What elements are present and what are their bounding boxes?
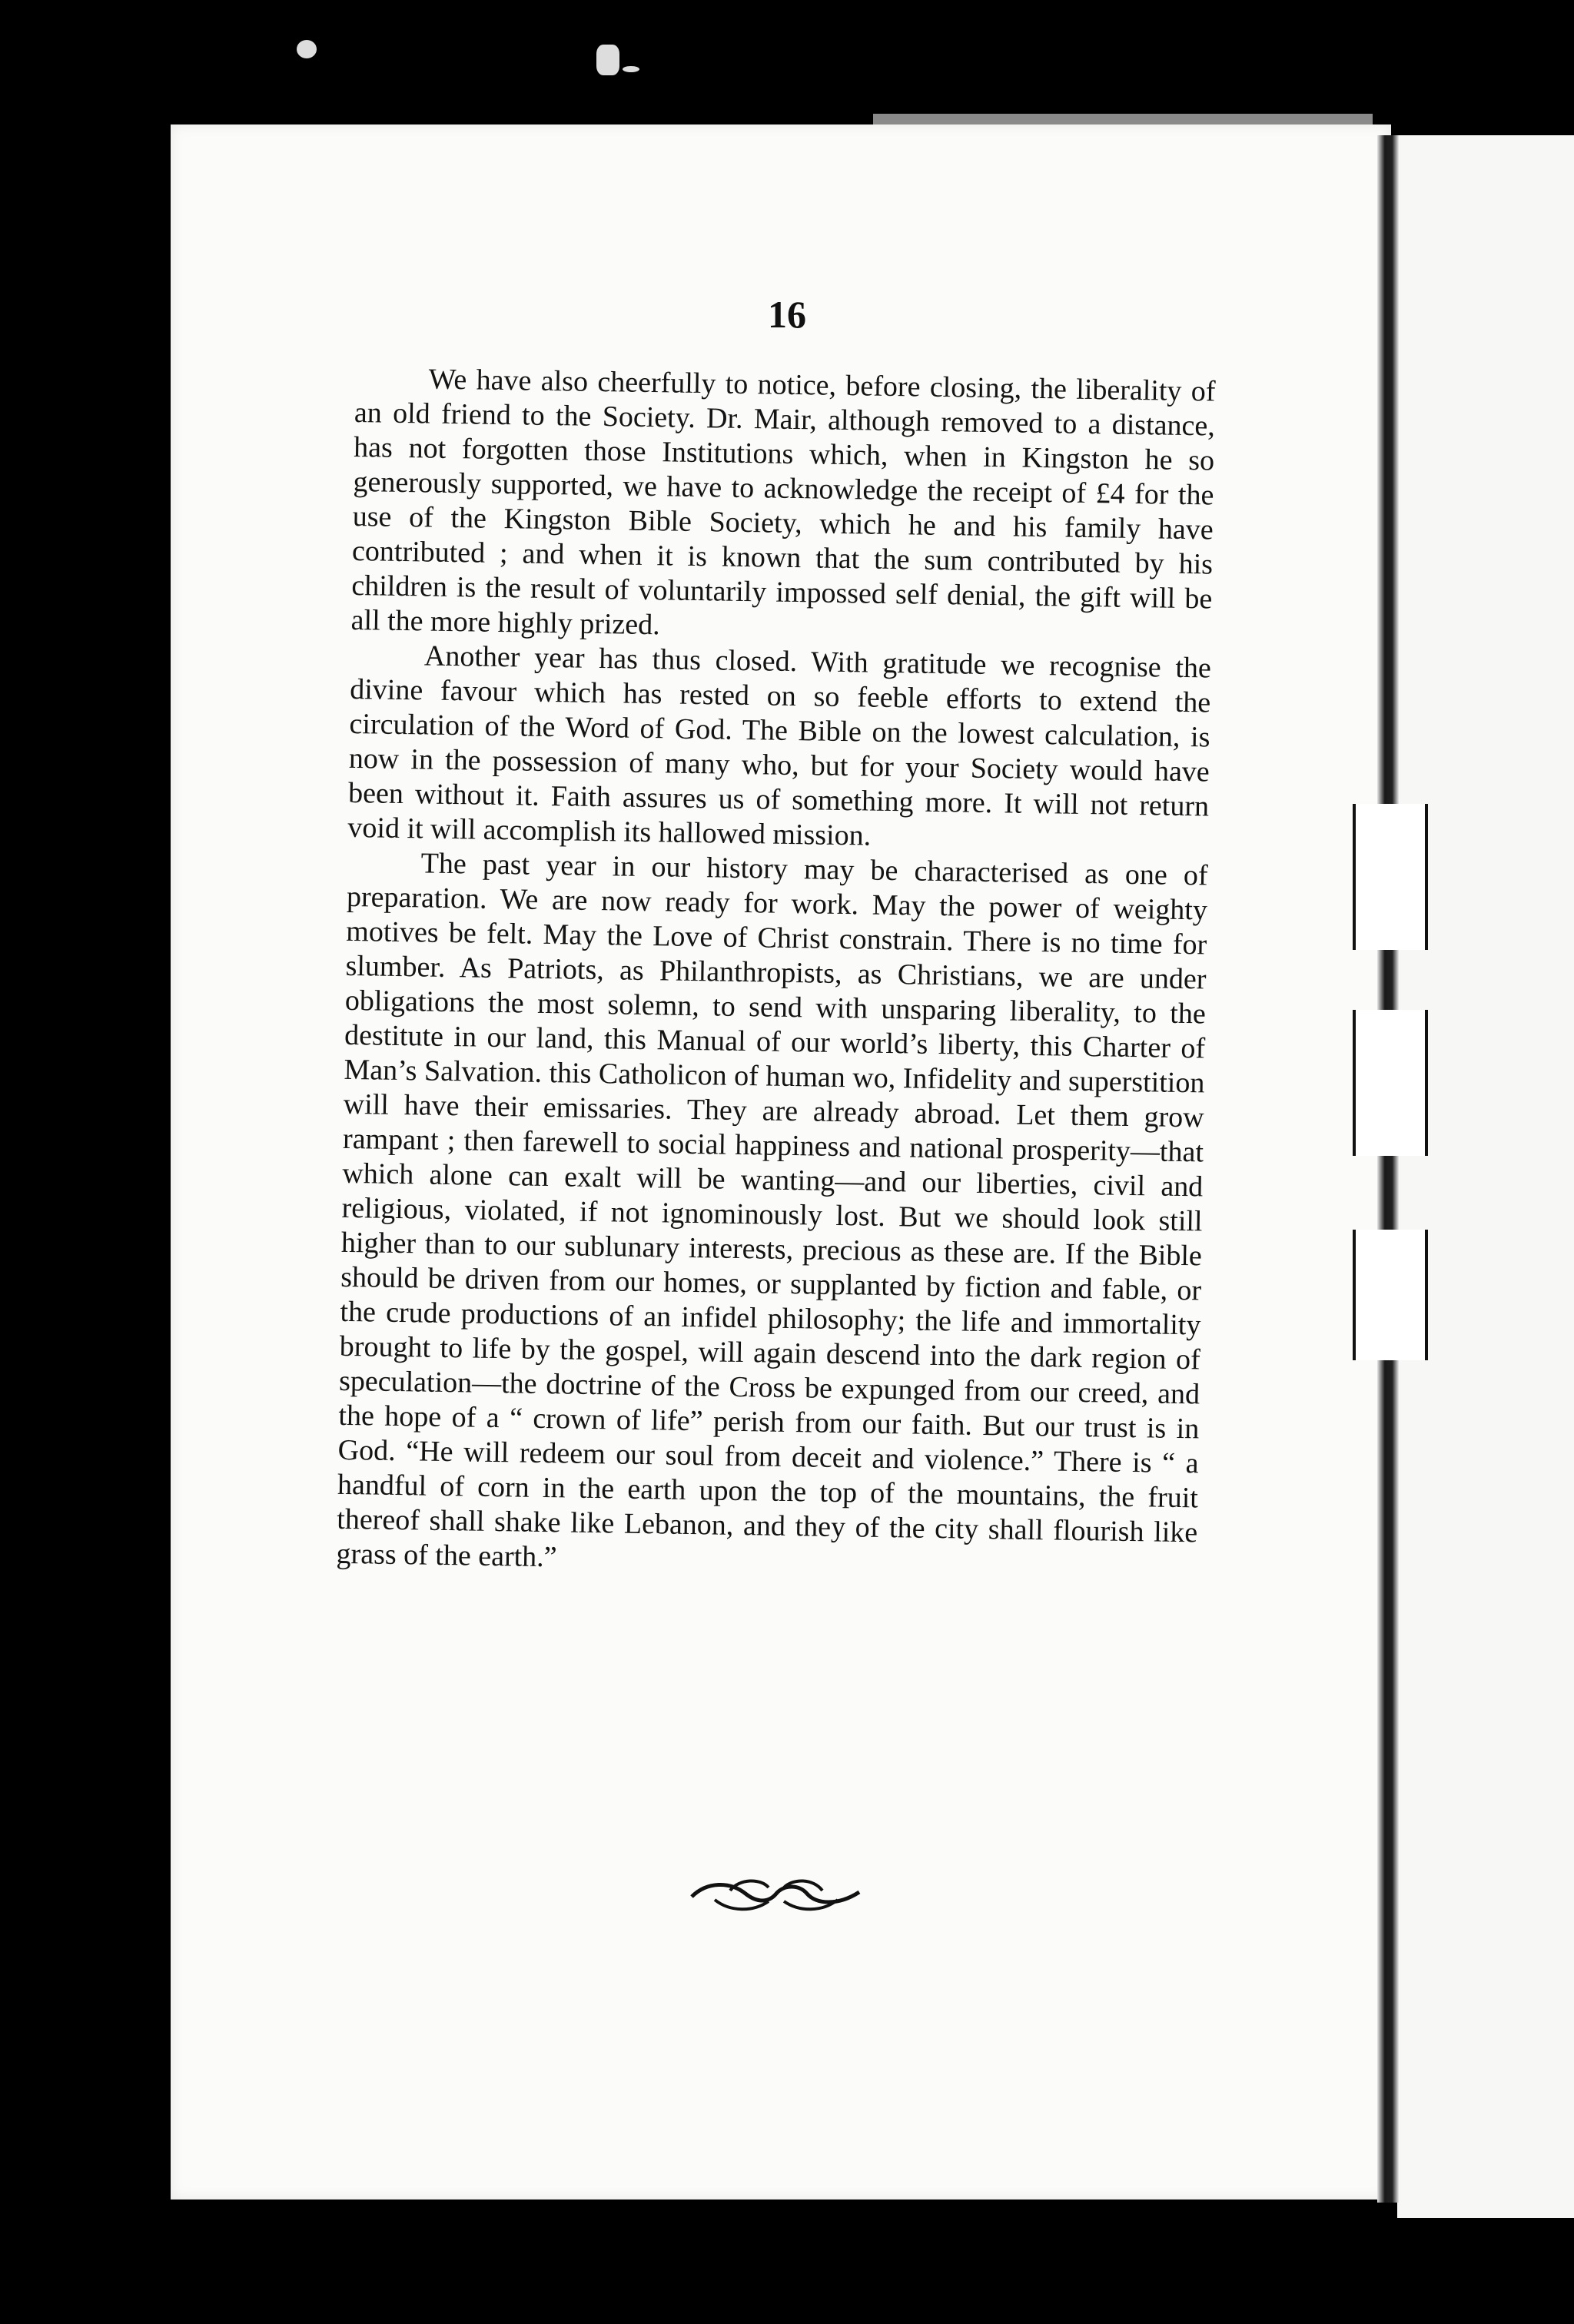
scan-speck [297,40,317,58]
scan-speck [596,45,619,75]
scan-speck [623,66,639,72]
flourish-ornament [684,1868,868,1921]
adjacent-page [1397,135,1574,2218]
paragraph: We have also cheerfully to notice, before closing, the liberality of an old friend to the Society. Dr. Mair, although removed to a distance, has not forgotten those Institutions which, when in Kingston he so generously supported, we have to acknowledge the receipt of £4 for the use of the Kingston Bible Society, which he and his family have contributed ; and when it is known that the sum contributed by his children is the result of voluntarily impossed self denial, the gift will be all the more highly prized. [350,363,1216,642]
binding-tear [1353,1010,1428,1156]
body-text [336,361,1216,1585]
paragraph: The past year in our history may be characterised as one of preparation. We are now ready for work. May the power of weighty motives be felt. May the Love of Christ constrain. There is no time for slumber. As Patriots, as Philanthropists, as Christians, we are under obligations the most solemn, to send with unsparing liberality, to the destitute in our land, this Manual of our world’s liberty, this Charter of Man’s Salvation. this Catholicon of human wo, Infidelity and superstition will have their emissaries. They are already abroad. Let them grow rampant ; then farewell to social happiness and national prosperity—that which alone can exalt will be wanting—and our liberties, civil and religious, violated, if not ignominously lost. But we should look still higher than to our sublunary interests, precious as these are. If the Bible should be driven from our homes, or supplanted by fiction and fable, or the crude productions of an infidel philosophy; the life and immortality brought to life by the gospel, will again descend into the dark region of speculation—the doctrine of the Cross be expunged from our creed, and the hope of a “ crown of life” perish from our faith. But our trust is in God. “He will redeem our soul from deceit and violence.” There is “ a handful of corn in the earth upon the top of the mountains, the fruit thereof shall shake like Lebanon, and they of the city shall flourish like grass of the earth.” [336,847,1208,1574]
page-number: 16 [768,293,806,336]
binding-tear [1353,804,1428,950]
binding-tear [1353,1230,1428,1360]
page-binding-fold [1377,135,1399,2203]
paragraph: Another year has thus closed. With gratitude we recognise the divine favour which has rested on so feeble efforts to extend the circulation of the Word of God. The Bible on the lowest calculation, is now in the possession of many who, but for your Society would have been without it. Faith assures us of something more. It will not return void it will accomplish its hallowed mission. [347,639,1212,852]
